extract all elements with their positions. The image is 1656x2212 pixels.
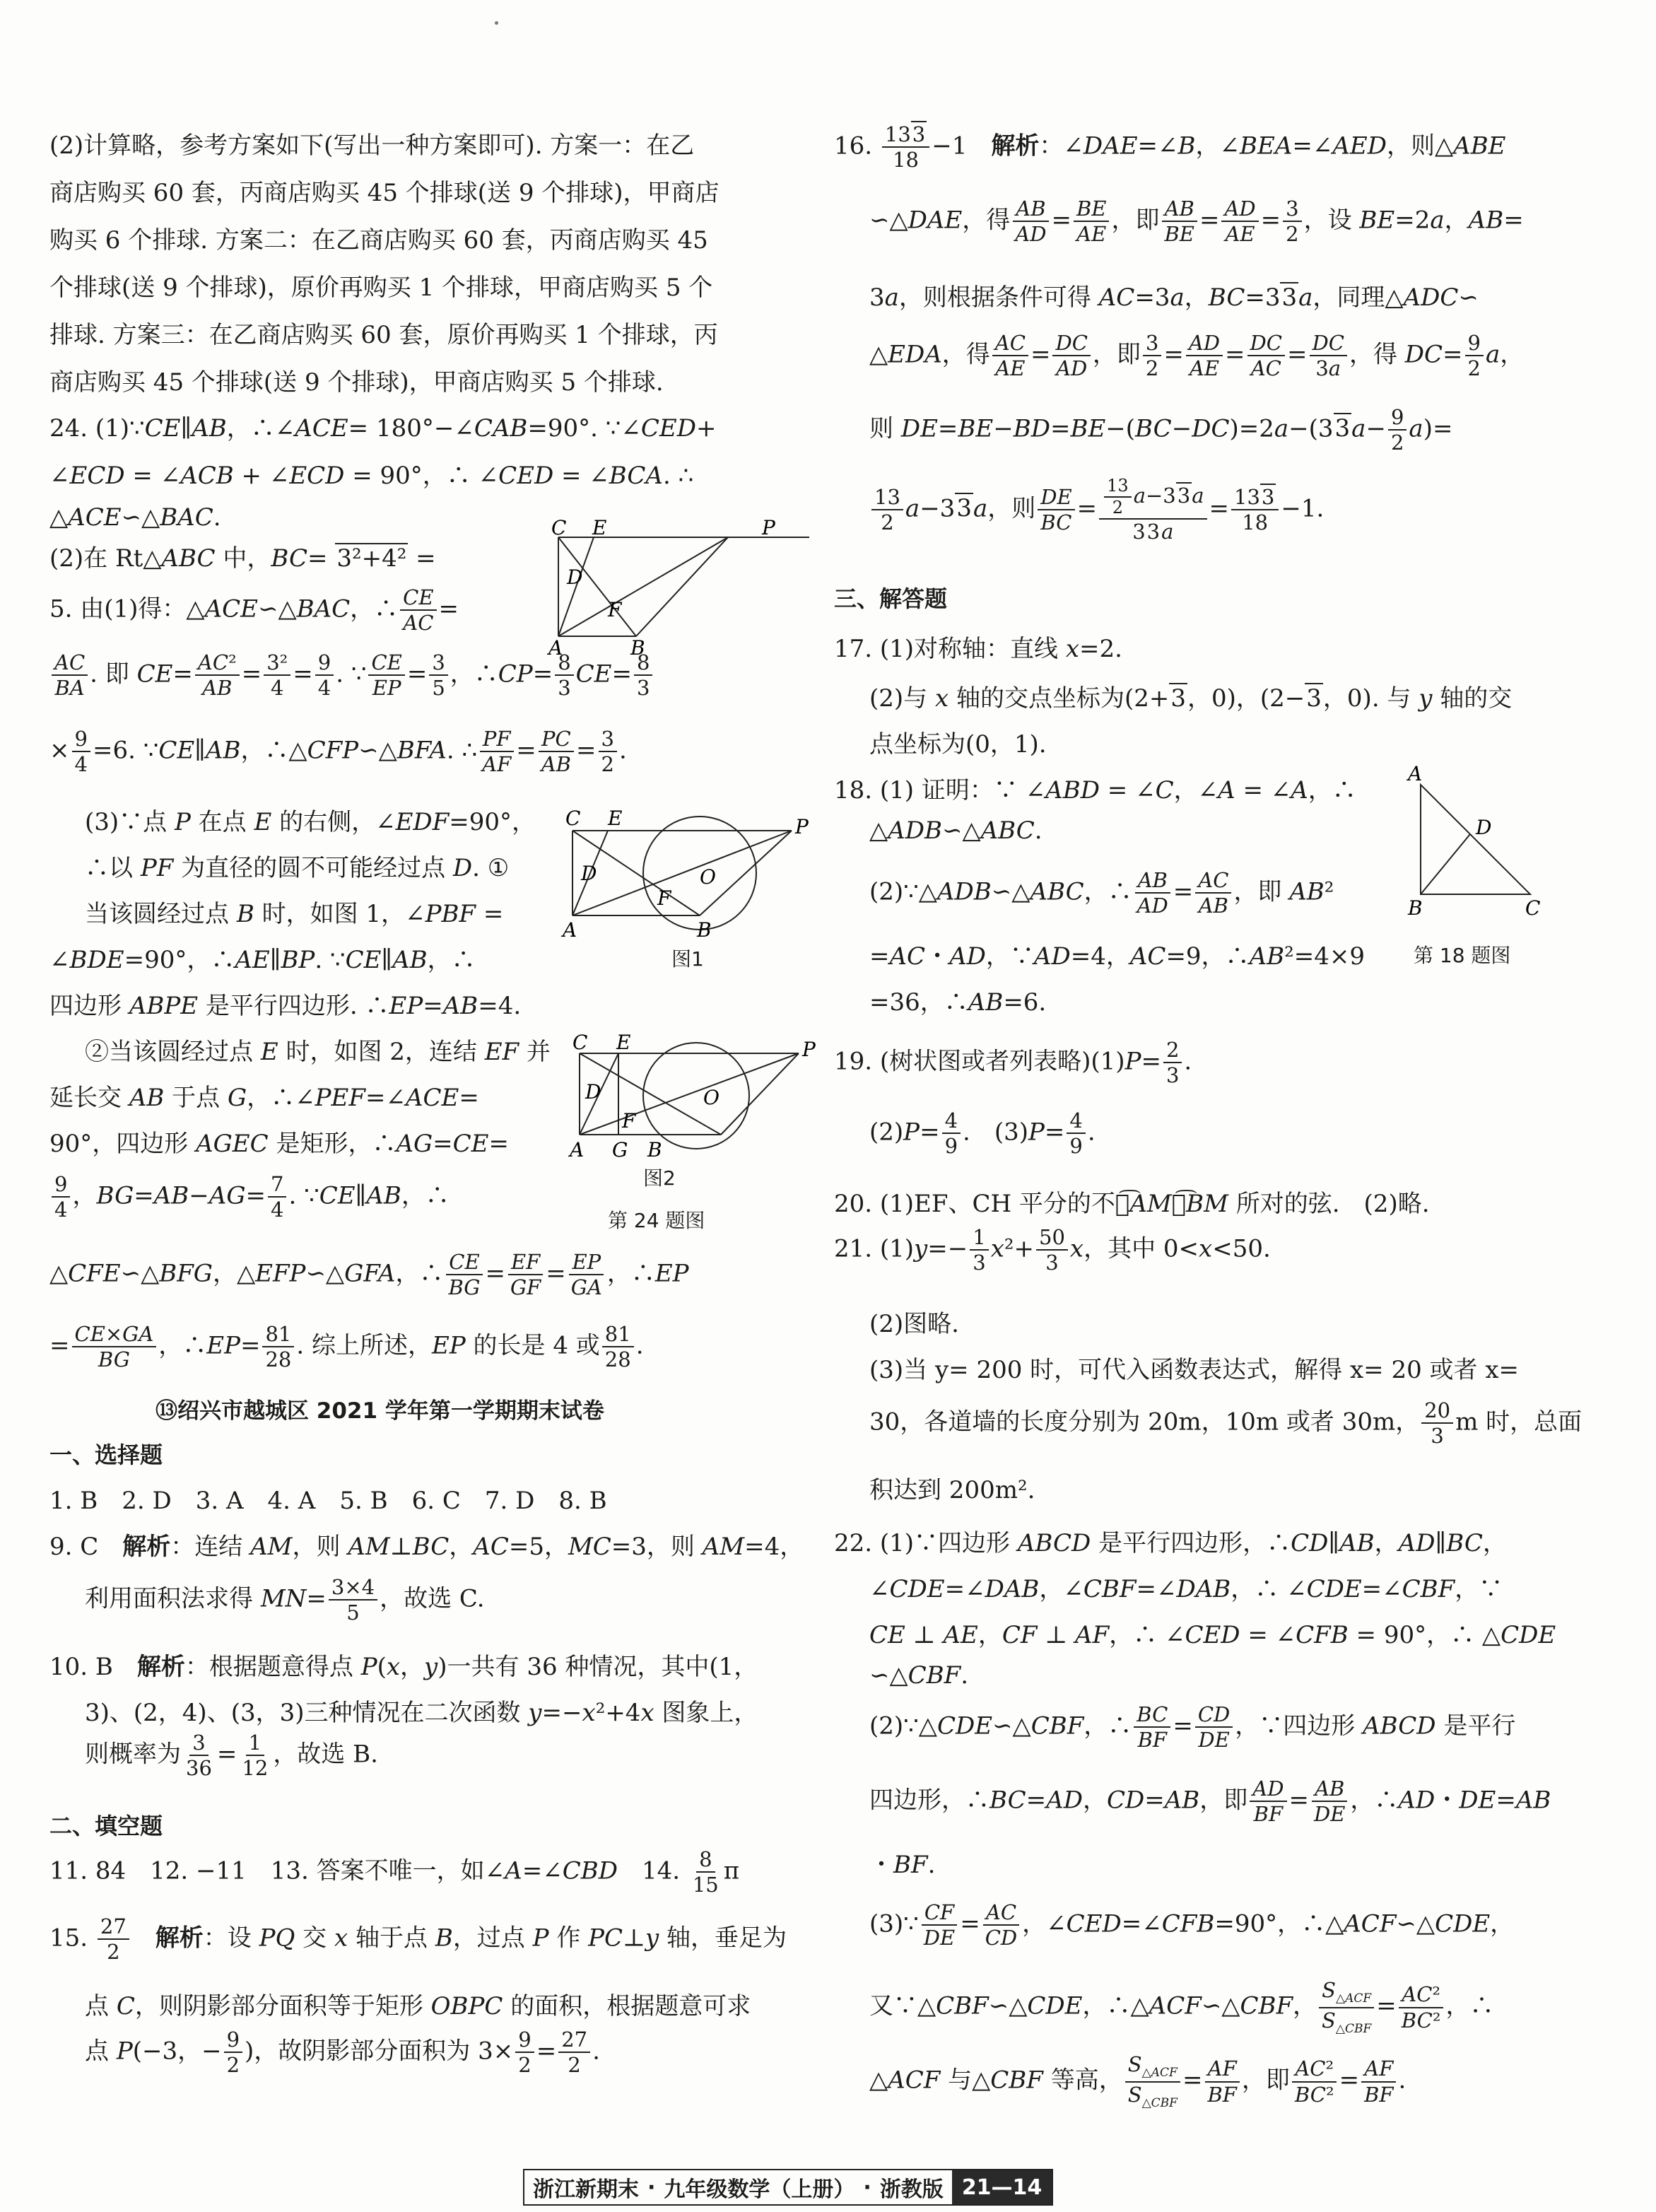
svg-text:D: D bbox=[1476, 816, 1492, 839]
q18-figure bbox=[1399, 762, 1541, 920]
label-D: D bbox=[567, 566, 583, 589]
footer-grade: 九年级数学（上册） bbox=[664, 2177, 855, 2202]
q21-line5: 积达到 200m². bbox=[869, 1476, 1035, 1504]
q18-figure-caption: 第 18 题图 bbox=[1414, 944, 1511, 967]
svg-text:P: P bbox=[795, 815, 809, 838]
q22-line3: CE ⊥ AE，CF ⊥ AF，∴ ∠CED = ∠CFB = 90°，∴ △CDE bbox=[869, 1621, 1556, 1649]
footer-book: 浙江新期末 bbox=[533, 2177, 639, 2202]
q24-line10: 当该圆经过点 B 时，如图 1，∠PBF = bbox=[85, 900, 504, 928]
label-A: A bbox=[548, 636, 563, 660]
svg-text:E: E bbox=[608, 807, 623, 830]
svg-text:A: A bbox=[1408, 762, 1423, 785]
q10-line1: 10. B 解析：根据题意得点 P(x，y)一共有 36 种情况，其中(1， bbox=[49, 1653, 758, 1681]
q24-figure-caption: 第 24 题图 bbox=[608, 1209, 705, 1232]
q22-line5: (2)∵△CDE∽△CBF，∴ $\frac{BC}{BF}$ = $\frac{CD}{DE}$ ，∵四边形 ABCD 是平行 bbox=[869, 1702, 1516, 1752]
svg-text:A: A bbox=[570, 1138, 585, 1161]
q16-line2: ∽△DAE，得 $\frac{AB}{AD}$ = $\frac{BE}{AE}$ ，即 $\frac{AB}{BE}$ = $\frac{AD}{AE}$ = $\frac{3}{2}$ ，设 BE=2a，AB= bbox=[869, 197, 1524, 247]
q21-line4: 30，各道墙的长度分别为 20m，10m 或者 30m， $\frac{20}{3}$ m 时，总面 bbox=[869, 1398, 1582, 1449]
q22-line8: (3)∵ $\frac{CF}{DE}$ = $\frac{AC}{CD}$ ，∠CED=∠CFB=90°，∴△ACF∽△CDE， bbox=[869, 1900, 1515, 1950]
q23-line2: 商店购买 60 套，丙商店购买 45 个排球(送 9 个排球)，甲商店 bbox=[49, 179, 720, 207]
q24-line6: $\frac{AC}{BA}$ . 即 CE= $\frac{\text{AC²}}{AB}$ = $\frac{\text{3²}}{4}$ = $\frac{9}{4}$ . ∵ $\frac{CE}{EP}$ = $\frac{3}{5}$ ，∴CP= $\frac{8}{3}$ CE= $\frac{8}{3}$ bbox=[49, 652, 654, 699]
q17-line2: (2)与 x 轴的交点坐标为(2+3，0)，(2−3，0). 与 y 轴的交 bbox=[869, 684, 1513, 713]
q24-line13: ②当该圆经过点 E 时，如图 2，连结 EF 并 bbox=[85, 1038, 551, 1066]
page-number: 21—14 bbox=[952, 2170, 1052, 2204]
q24-line18: = $\frac{CE\times GA}{BG}$ ，∴EP= $\frac{81}{28}$ . 综上所述，EP 的长是 4 或 $\frac{81}{28}$ . bbox=[49, 1322, 644, 1372]
q20-tail: 所对的弦. (2)略. bbox=[1235, 1190, 1430, 1218]
q21-line2: (2)图略. bbox=[869, 1310, 959, 1338]
q24-line3: △ACE∽△BAC. bbox=[49, 503, 221, 532]
label-C: C bbox=[551, 516, 567, 539]
exam-title: ⑬绍兴市越城区 2021 学年第一学期期末试卷 bbox=[155, 1398, 604, 1424]
label-E: E bbox=[592, 516, 607, 539]
q24-line12: 四边形 ABPE 是平行四边形. ∴EP=AB=4. bbox=[49, 992, 522, 1020]
svg-text:O: O bbox=[703, 1086, 720, 1109]
q17-line3: 点坐标为(0，1). bbox=[869, 730, 1047, 759]
svg-text:F: F bbox=[622, 1109, 636, 1133]
q24-line5: 5. 由(1)得：△ACE∽△BAC，∴ $\frac{CE}{AC}$ = bbox=[49, 585, 459, 636]
q22-line4: ∽△CBF. bbox=[869, 1661, 969, 1690]
q15-line2: 点 C，则阴影部分面积等于矩形 OBPC 的面积，根据题意可求 bbox=[85, 1992, 751, 2020]
svg-text:D: D bbox=[585, 1080, 601, 1104]
label-B: B bbox=[630, 636, 645, 660]
section-answer: 三、解答题 bbox=[834, 585, 948, 612]
q11-14: 11. 84 12. −11 13. 答案不唯一，如∠A=∠CBD 14. $\frac{8}{15}$ π bbox=[49, 1847, 740, 1897]
q24-line2: ∠ECD = ∠ACB + ∠ECD = 90°，∴ ∠CED = ∠BCA. ∴ bbox=[49, 462, 694, 490]
q17-line1: 17. (1)对称轴：直线 x=2. bbox=[834, 635, 1122, 663]
svg-text:B: B bbox=[647, 1138, 662, 1161]
q24-line7: × $\frac{9}{4}$ =6. ∵CE∥AB，∴△CFP∽△BFA. ∴ $\frac{PF}{AF}$ = $\frac{PC}{AB}$ = $\frac{3}{2}$ . bbox=[49, 727, 627, 777]
q23-line3: 购买 6 个排球. 方案二：在乙商店购买 60 套，丙商店购买 45 bbox=[49, 226, 708, 254]
svg-text:C: C bbox=[572, 1031, 588, 1054]
svg-text:C: C bbox=[565, 807, 581, 830]
q9-line1: 9. C 解析：连结 AM，则 AM⊥BC，AC=5，MC=3，则 AM=4， bbox=[49, 1533, 804, 1561]
q20-text: 20. (1)EF、CH 平分的不是 bbox=[834, 1190, 1130, 1218]
q24-line4: (2)在 Rt△ABC 中，BC= 3²+4² = bbox=[49, 544, 436, 573]
q18-line5: =36，∴AB=6. bbox=[869, 988, 1047, 1017]
section-fill: 二、填空题 bbox=[49, 1813, 163, 1839]
q22-line1: 22. (1)∵四边形 ABCD 是平行四边形，∴CD∥AB，AD∥BC， bbox=[834, 1529, 1507, 1557]
q19-line1: 19. (树状图或者列表略)(1)P= $\frac{2}{3}$ . bbox=[834, 1038, 1192, 1088]
svg-text:D: D bbox=[581, 862, 597, 885]
q24-line15: 90°，四边形 AGEC 是矩形，∴AG=CE= bbox=[49, 1130, 510, 1158]
q18-line1: 18. (1) 证明：∵ ∠ABD = ∠C，∠A = ∠A，∴ bbox=[834, 776, 1356, 804]
q23-line1: (2)计算略，参考方案如下(写出一种方案即可). 方案一：在乙 bbox=[49, 131, 695, 160]
q22-line6: 四边形，∴BC=AD，CD=AB，即 $\frac{AD}{BF}$ = $\frac{AB}{DE}$ ，∴AD・DE=AB bbox=[869, 1777, 1551, 1827]
q24-line14: 延长交 AB 于点 G，∴∠PEF=∠ACE= bbox=[49, 1084, 479, 1112]
q24-line11: ∠BDE=90°，∴AE∥BP. ∵CE∥AB，∴ bbox=[49, 946, 476, 974]
svg-text:B: B bbox=[1408, 896, 1423, 920]
svg-text:O: O bbox=[700, 865, 716, 889]
q16-line4: △EDA，得 $\frac{AC}{AE}$ = $\frac{DC}{AD}$ ，即 $\frac{3}{2}$ = $\frac{AD}{AE}$ = $\frac{DC}{AC}$ = $\frac{DC}{3a}$ ，得 DC= $\frac{9}{2}$ a， bbox=[869, 331, 1525, 381]
q18-line2: △ADB∽△ABC. bbox=[869, 817, 1043, 845]
q16-line1: 16. $\frac{133}{18}$ −1 解析：∠DAE=∠B，∠BEA=∠AED，则△ABE bbox=[834, 122, 1506, 172]
q22-line10: △ACF 与△CBF 等高， $\frac{S_{\triangle ACF}}{S_{\triangle CBF}}$ = $\frac{AF}{BF}$ ，即 $\frac{\text{AC²}}{\text{BC²}}$ = $\frac{AF}{BF}$ . bbox=[869, 2052, 1407, 2110]
section-choice: 一、选择题 bbox=[49, 1441, 163, 1468]
svg-text:F: F bbox=[657, 886, 671, 910]
q22-line9: 又∵△CBF∽△CDE，∴△ACF∽△CBF， $\frac{S_{\triangle ACF}}{S_{\triangle CBF}}$ = $\frac{\text{AC²}}{\text{BC²}}$ ，∴ bbox=[869, 1978, 1494, 2036]
q15-line3: 点 P(−3，− $\frac{9}{2}$ )，故阴影部分面积为 3× $\frac{9}{2}$ = $\frac{27}{2}$ . bbox=[85, 2027, 600, 2078]
svg-text:P: P bbox=[802, 1038, 816, 1061]
q18-line3: (2)∵△ADB∽△ABC，∴ $\frac{AB}{AD}$ = $\frac{AC}{AB}$ ，即 AB² bbox=[869, 868, 1334, 918]
q24-figure-1 bbox=[558, 809, 813, 965]
footer-edition: 浙教版 bbox=[879, 2177, 944, 2202]
q10-line2: 3)、(2，4)、(3，3)三种情况在二次函数 y=−x²+4x 图象上， bbox=[85, 1699, 758, 1727]
q16-line6: $\frac{13}{2}$ a−33a，则 $\frac{DE}{BC}$ = $\frac{13}{2}$ a−33a 33a = $\frac{133}{18}$ −1. bbox=[834, 477, 1324, 543]
q20: 20. (1)EF、CH 平分的不是AM、BM 所对的弦. (2)略. bbox=[834, 1190, 1430, 1218]
label-F: F bbox=[608, 598, 622, 621]
q24-line9: ∴以 PF 为直径的圆不可能经过点 D. ① bbox=[85, 854, 510, 882]
q16-line5: 则 DE=BE−BD=BE−(BC−DC)=2a−(33a− $\frac{9}{2}$ a)= bbox=[869, 405, 1453, 455]
label-P: P bbox=[762, 516, 775, 539]
q24-line17: △CFE∽△BFG，△EFP∽△GFA，∴ $\frac{CE}{BG}$ = $\frac{EF}{GF}$ = $\frac{EP}{GA}$ ，∴EP bbox=[49, 1250, 689, 1300]
fig1-caption: 图1 bbox=[671, 947, 704, 971]
fig2-caption: 图2 bbox=[643, 1166, 676, 1190]
q21-line3: (3)当 y= 200 时，可代入函数表达式，解得 x= 20 或者 x= bbox=[869, 1356, 1519, 1384]
svg-text:B: B bbox=[697, 918, 712, 942]
q21-line4-text: 30，各道墙的长度分别为 20m，10m 或者 30m， bbox=[869, 1408, 1420, 1436]
svg-text:G: G bbox=[612, 1138, 628, 1161]
q24-figure-2 bbox=[565, 1031, 816, 1181]
svg-text:A: A bbox=[563, 918, 577, 942]
footer-bar: 浙江新期末 · 九年级数学（上册） · 浙教版 21—14 bbox=[523, 2169, 1053, 2206]
q19-line2: (2)P= $\frac{4}{9}$ . (3)P= $\frac{4}{9}$ . bbox=[869, 1108, 1096, 1159]
q10-line3: 则概率为 $\frac{3}{36}$ = $\frac{1}{12}$ ，故选 B. bbox=[85, 1731, 378, 1781]
q23-line5: 排球. 方案三：在乙商店购买 60 套，原价再购买 1 个排球，丙 bbox=[49, 321, 718, 349]
q24-figure-main bbox=[537, 516, 813, 660]
q24-line1: 24. (1)∵CE∥AB，∴∠ACE= 180°−∠CAB=90°. ∵∠CED+ bbox=[49, 414, 717, 443]
q15-line1: 15. $\frac{27}{2}$ 解析：设 PQ 交 x 轴于点 B，过点 P 作 PC⊥y 轴，垂足为 bbox=[49, 1914, 787, 1965]
svg-text:E: E bbox=[616, 1031, 631, 1054]
q21-line1: 21. (1)y=− $\frac{1}{3}$ x²+ $\frac{50}{3}$ x，其中 0<x<50. bbox=[834, 1225, 1271, 1275]
scan-speck bbox=[495, 21, 498, 25]
svg-text:C: C bbox=[1525, 896, 1541, 920]
q22-line7: ・BF. bbox=[869, 1851, 936, 1879]
q23-line4: 个排球(送 9 个排球)，原价再购买 1 个排球，甲商店购买 5 个 bbox=[49, 274, 713, 302]
q19-note: 19. (树状图或者列表略)(1) bbox=[834, 1047, 1125, 1076]
q24-line16: $\frac{9}{4}$ ，BG=AB−AG= $\frac{7}{4}$ . ∵CE∥AB，∴ bbox=[49, 1174, 450, 1221]
q16-line3: 3a，则根据条件可得 AC=3a，BC=33a，同理△ADC∽ bbox=[869, 283, 1479, 312]
q22-line2: ∠CDE=∠DAB，∠CBF=∠DAB，∴ ∠CDE=∠CBF，∵ bbox=[869, 1575, 1503, 1603]
q18-line4: =AC・AD，∵AD=4，AC=9，∴AB²=4×9 bbox=[869, 942, 1365, 971]
choice-answers: 1. B 2. D 3. A 4. A 5. B 6. C 7. D 8. B bbox=[49, 1487, 607, 1515]
q9-line2: 利用面积法求得 MN= $\frac{3\times 4}{5}$ ，故选 C. bbox=[85, 1575, 485, 1625]
q21-line4-tail: m 时，总面 bbox=[1455, 1408, 1582, 1436]
q24-line8: (3)∵点 P 在点 E 的右侧，∠EDF=90°， bbox=[85, 808, 536, 836]
q23-line6: 商店购买 45 个排球(送 9 个排球)，甲商店购买 5 个排球. bbox=[49, 368, 664, 397]
